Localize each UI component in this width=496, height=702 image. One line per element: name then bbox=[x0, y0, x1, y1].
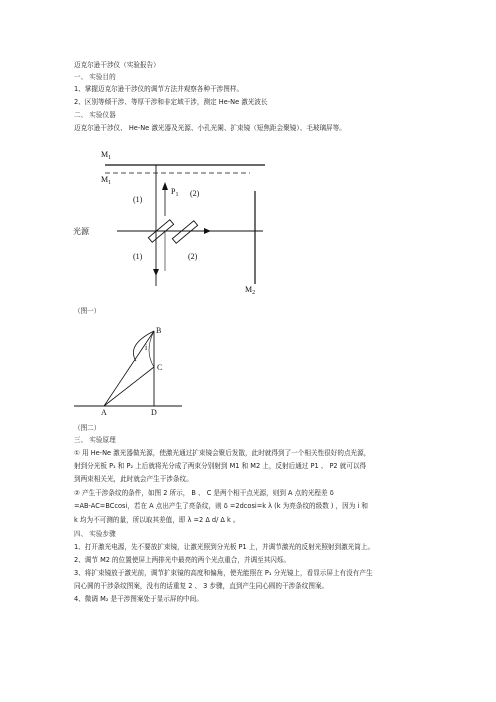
label-2-top: (2) bbox=[190, 189, 200, 198]
principle-line-4: ② 产生干涉条纹的条件，如图 2 所示， B 、 C 是两个相干点光源，则到 A 点的光程差 δ bbox=[74, 489, 334, 497]
section-objectives: 一、 实验目的 bbox=[74, 73, 116, 81]
step-3-line-1: 3、将扩束镜放于激光前，调节扩束镜的高度和偏角，使光能照在 P₁ 分光镜上，看显示屏上有没有产生 bbox=[74, 569, 373, 577]
point-b-label: B bbox=[156, 326, 162, 335]
section-principle: 三、 实验原理 bbox=[74, 436, 116, 444]
step-2: 2、调节 M2 的位置使屏上两排光中最亮的两个光点重合，并调至其闪烁。 bbox=[74, 556, 291, 564]
objective-2: 2、区别等倾干涉、等厚干涉和非定域干涉，测定 He-Ne 激光波长 bbox=[74, 98, 268, 106]
section-steps: 四、 实验步骤 bbox=[74, 530, 116, 538]
step-4: 4、微调 M₂ 是干涉图案处于显示屏的中间。 bbox=[74, 595, 203, 603]
interferometer-diagram bbox=[73, 146, 270, 296]
section-instruments: 二、 实验仪器 bbox=[74, 111, 116, 119]
path-difference-diagram bbox=[74, 323, 184, 419]
point-a-label: A bbox=[101, 408, 107, 417]
m2-label: $M_2$ bbox=[245, 285, 256, 296]
principle-line-6: k 均为不可测的量，所以取其差值，即 λ =2 Δ d/ Δ k 。 bbox=[74, 516, 240, 524]
m1-label: $M_1$ bbox=[101, 150, 112, 161]
m1-prime-label: $M_1$ bbox=[101, 175, 112, 186]
figure-2-caption: （图二） bbox=[74, 424, 101, 432]
step-3-line-2: 同心圆的干涉条纹图案，没有的话重复 2 、 3 步骤，直到产生同心圆的干涉条纹图案。 bbox=[74, 582, 329, 590]
label-1-bottom: (1) bbox=[133, 252, 143, 261]
objective-1: 1、掌握迈克尔逊干涉仪的调节方法并观察各种干涉图样。 bbox=[74, 85, 244, 93]
angle-i-label: i bbox=[145, 343, 148, 352]
point-c-label: C bbox=[157, 363, 163, 372]
beam-splitter-p2 bbox=[172, 221, 197, 244]
instruments-list: 迈克尔逊干涉仪、 He-Ne 激光器及光源、小孔光阑、扩束镜（短焦距会聚镜）、毛玻璃屏等。 bbox=[74, 124, 346, 132]
doc-title: 迈克尔逊干涉仪（实验报告） bbox=[74, 61, 160, 69]
principle-line-1: ① 用 He-Ne 激光器做光源，使激光通过扩束镜会聚后发散，此时就得到了一个相关性很好的点光源， bbox=[74, 449, 371, 457]
principle-line-5: =AB-AC=BCcosi，若在 A 点出产生了亮条纹，则 δ =2dcosi=k λ (k 为亮条纹的级数 ) ，因为 i 和 bbox=[74, 502, 368, 510]
label-1-top: (1) bbox=[133, 195, 143, 204]
label-2-bottom: (2) bbox=[188, 252, 198, 261]
source-label: 光源 bbox=[73, 227, 89, 236]
step-1: 1、打开激光电源，先不要放扩束镜，让激光照到分光板 P1 上，并调节激光的反射光照射到激光筒上。 bbox=[74, 543, 375, 551]
principle-line-2: 射到分光板 P₁ 和 P₂ 上后就将光分成了两束分别射到 M1 和 M2 上，反射后通过 P1 、 P2 就可以得 bbox=[74, 462, 367, 470]
principle-line-3: 到两束相关光，此时就会产生干涉条纹。 bbox=[74, 475, 193, 483]
p1-label: $P_1$ bbox=[171, 187, 179, 198]
figure-1-caption: （图一） bbox=[74, 307, 101, 315]
point-d-label: D bbox=[151, 408, 157, 417]
